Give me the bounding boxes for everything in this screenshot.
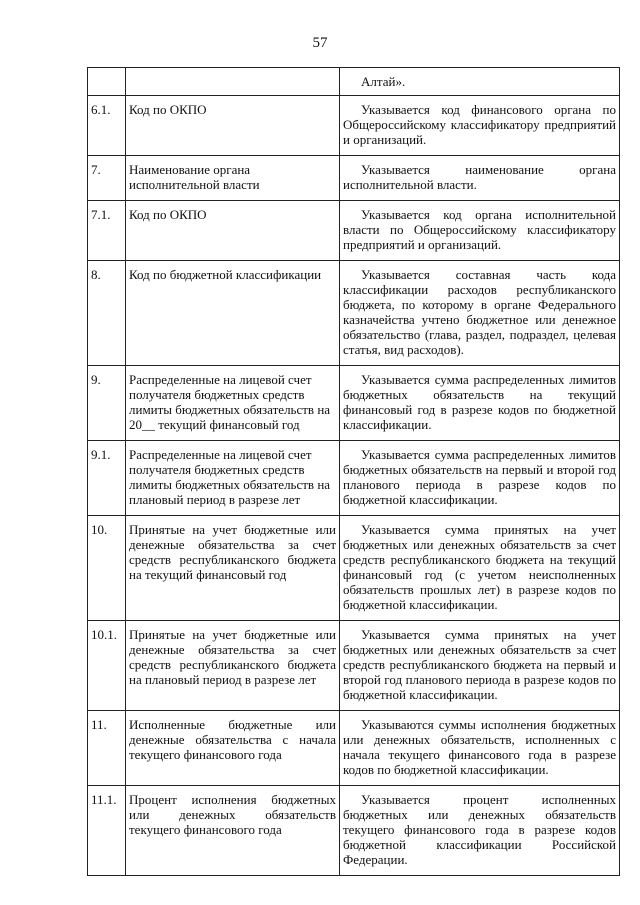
table-row [88,68,620,96]
field-name: Распределенные на лицевой счет получателя бюджетных средств лимиты бюджетных обязательств на плановый период в разрезе лет [126,441,340,516]
table-row [88,201,620,261]
field-description-text: Указываются суммы исполнения бюджетных или денежных обязательств, исполненных с начала текущего финансового года в разрезе кодов по бюджетной классификации. [343,717,616,777]
row-number: 9. [88,366,126,441]
field-name [126,68,340,96]
field-description-text: Указывается сумма распределенных лимитов бюджетных обязательств на текущий финансовый год в разрезе кодов по бюджетной классификации. [343,372,616,432]
field-name: Принятые на учет бюджетные или денежные обязательства за счет средств республиканского бюджета на текущий финансовый год [126,516,340,621]
field-description-text: Указывается код финансового органа по Общероссийскому классификатору предприятий и организаций. [343,102,616,147]
table-row [88,261,620,366]
field-description [340,711,620,786]
row-number: 9.1. [88,441,126,516]
field-description [340,516,620,621]
field-description-text: Алтай». [361,74,406,89]
field-name: Принятые на учет бюджетные или денежные обязательства за счет средств республиканского бюджета на плановый период в разрезе лет [126,621,340,711]
row-number: 8. [88,261,126,366]
row-number: 10.1. [88,621,126,711]
table-row [88,96,620,156]
row-number [88,68,126,96]
field-description-table [87,67,620,876]
field-description-text: Указывается код органа исполнительной власти по Общероссийскому классификатору предприятий и организаций. [343,207,616,252]
field-description [340,366,620,441]
field-name: Код по ОКПО [126,96,340,156]
field-description-text: Указывается сумма принятых на учет бюджетных или денежных обязательств за счет средств республиканского бюджета на первый и второй год планового периода в разрезе кодов по бюджетной классификации. [343,627,616,702]
table-row [88,711,620,786]
field-description [340,156,620,201]
table-row [88,516,620,621]
field-description [340,786,620,876]
table-row [88,366,620,441]
field-name: Исполненные бюджетные или денежные обязательства с начала текущего финансового года [126,711,340,786]
field-name: Код по ОКПО [126,201,340,261]
field-description [340,96,620,156]
field-name: Распределенные на лицевой счет получателя бюджетных средств лимиты бюджетных обязательств на 20__ текущий финансовый год [126,366,340,441]
row-number: 7.1. [88,201,126,261]
table-row [88,621,620,711]
field-description-text: Указывается наименование органа исполнительной власти. [343,162,616,192]
row-number: 7. [88,156,126,201]
field-description-text: Указывается сумма распределенных лимитов бюджетных обязательств на первый и второй год планового периода в разрезе кодов по бюджетной классификации. [343,447,616,507]
row-number: 11.1. [88,786,126,876]
field-name: Код по бюджетной классификации [126,261,340,366]
page-number: 57 [312,35,328,51]
field-description [340,261,620,366]
field-description-text: Указывается процент исполненных бюджетных или денежных обязательств текущего финансового года в разрезе кодов бюджетной классификации Российской Федерации. [343,792,616,867]
field-name: Наименование органа исполнительной власти [126,156,340,201]
table-row [88,156,620,201]
row-number: 10. [88,516,126,621]
field-description [340,441,620,516]
field-description [340,621,620,711]
row-number: 11. [88,711,126,786]
table-row [88,441,620,516]
field-description [340,201,620,261]
field-description-text: Указывается составная часть кода классификации расходов республиканского бюджета, по которому в органе Федерального казначейства учтено бюджетное или денежное обязательство (глава, раздел, подраздел, целевая статья, вид расходов). [343,267,616,357]
table-row [88,786,620,876]
field-name: Процент исполнения бюджетных или денежных обязательств текущего финансового года [126,786,340,876]
row-number: 6.1. [88,96,126,156]
field-description [340,68,620,96]
field-description-text: Указывается сумма принятых на учет бюджетных или денежных обязательств за счет средств республиканского бюджета на текущий финансовый год (с учетом неисполненных обязательств прошлых лет) в разрезе кодов по бюджетной классификации. [343,522,616,612]
